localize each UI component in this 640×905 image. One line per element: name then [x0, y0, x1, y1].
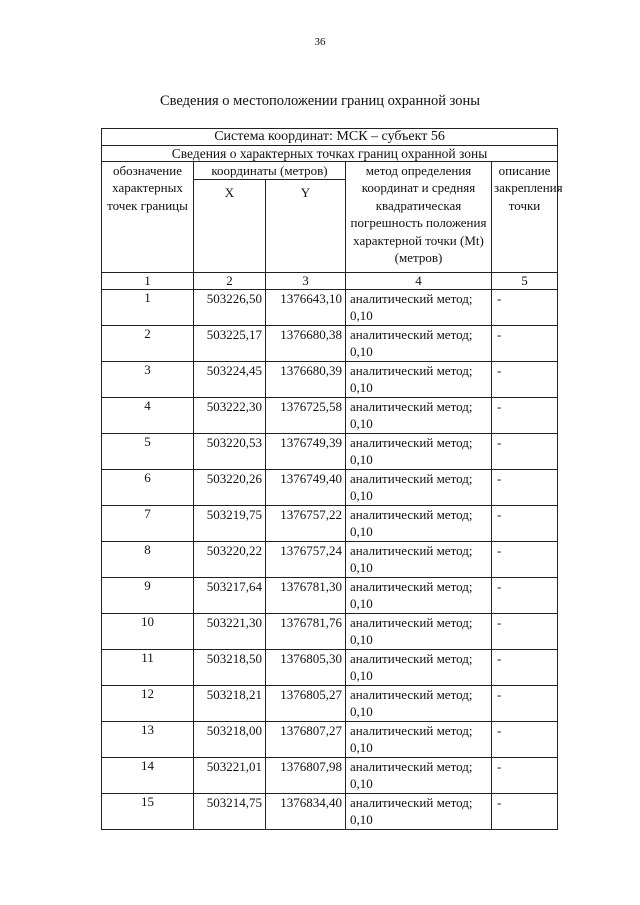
table-row — [102, 398, 558, 434]
table-row — [102, 758, 558, 794]
description-cell: - — [492, 578, 558, 614]
x-coordinate-cell: 503226,50 — [194, 290, 266, 326]
x-coordinate-cell: 503217,64 — [194, 578, 266, 614]
point-number-cell: 11 — [102, 650, 194, 686]
y-coordinate-cell: 1376725,58 — [266, 398, 346, 434]
coordinate-system-row — [102, 129, 558, 146]
x-coordinate-cell: 503225,17 — [194, 326, 266, 362]
y-coordinate-cell: 1376757,22 — [266, 506, 346, 542]
method-cell: аналитический метод; 0,10 — [346, 362, 492, 398]
method-cell: аналитический метод; 0,10 — [346, 578, 492, 614]
y-coordinate-cell: 1376807,27 — [266, 722, 346, 758]
y-coordinate-cell: 1376757,24 — [266, 542, 346, 578]
page-title: Сведения о местоположении границ охранной зоны — [159, 93, 480, 109]
header-y: Y — [266, 180, 346, 273]
method-cell: аналитический метод; 0,10 — [346, 290, 492, 326]
x-coordinate-cell: 503214,75 — [194, 794, 266, 830]
header-point-designation: обозначение характерных точек границы — [102, 162, 194, 273]
column-number: 3 — [266, 273, 346, 290]
column-numbers-row — [102, 273, 558, 290]
table-row — [102, 650, 558, 686]
description-cell: - — [492, 506, 558, 542]
y-coordinate-cell: 1376805,27 — [266, 686, 346, 722]
header-method: метод определения координат и средняя квадратическая погрешность положения характерной точки (Mt) (метров) — [346, 162, 492, 273]
description-cell: - — [492, 794, 558, 830]
table-row — [102, 434, 558, 470]
method-cell: аналитический метод; 0,10 — [346, 614, 492, 650]
method-cell: аналитический метод; 0,10 — [346, 758, 492, 794]
method-cell: аналитический метод; 0,10 — [346, 686, 492, 722]
description-cell: - — [492, 470, 558, 506]
y-coordinate-cell: 1376781,30 — [266, 578, 346, 614]
point-number-cell: 13 — [102, 722, 194, 758]
column-number: 4 — [346, 273, 492, 290]
table-caption-row — [102, 146, 558, 162]
x-coordinate-cell: 503221,30 — [194, 614, 266, 650]
y-coordinate-cell: 1376643,10 — [266, 290, 346, 326]
y-coordinate-cell: 1376834,40 — [266, 794, 346, 830]
table-row — [102, 542, 558, 578]
description-cell: - — [492, 614, 558, 650]
column-number: 1 — [102, 273, 194, 290]
point-number-cell: 15 — [102, 794, 194, 830]
point-number-cell: 12 — [102, 686, 194, 722]
point-number-cell: 2 — [102, 326, 194, 362]
point-number-cell: 10 — [102, 614, 194, 650]
y-coordinate-cell: 1376680,39 — [266, 362, 346, 398]
x-coordinate-cell: 503219,75 — [194, 506, 266, 542]
table-row — [102, 794, 558, 830]
description-cell: - — [492, 758, 558, 794]
table-row — [102, 686, 558, 722]
method-cell: аналитический метод; 0,10 — [346, 542, 492, 578]
x-coordinate-cell: 503220,22 — [194, 542, 266, 578]
x-coordinate-cell: 503224,45 — [194, 362, 266, 398]
x-coordinate-cell: 503218,50 — [194, 650, 266, 686]
header-x: X — [194, 180, 266, 273]
method-cell: аналитический метод; 0,10 — [346, 326, 492, 362]
description-cell: - — [492, 290, 558, 326]
column-number: 5 — [492, 273, 558, 290]
page-number: 36 — [314, 36, 326, 48]
column-number: 2 — [194, 273, 266, 290]
table-row — [102, 326, 558, 362]
x-coordinate-cell: 503218,21 — [194, 686, 266, 722]
header-row — [102, 162, 558, 180]
point-number-cell: 6 — [102, 470, 194, 506]
y-coordinate-cell: 1376749,39 — [266, 434, 346, 470]
table-row — [102, 506, 558, 542]
x-coordinate-cell: 503220,53 — [194, 434, 266, 470]
boundary-points-table — [101, 128, 563, 830]
point-number-cell: 3 — [102, 362, 194, 398]
description-cell: - — [492, 326, 558, 362]
point-number-cell: 14 — [102, 758, 194, 794]
method-cell: аналитический метод; 0,10 — [346, 722, 492, 758]
table-row — [102, 362, 558, 398]
description-cell: - — [492, 686, 558, 722]
point-number-cell: 5 — [102, 434, 194, 470]
header-coordinates: координаты (метров) — [194, 162, 346, 180]
description-cell: - — [492, 722, 558, 758]
y-coordinate-cell: 1376749,40 — [266, 470, 346, 506]
point-number-cell: 4 — [102, 398, 194, 434]
description-cell: - — [492, 362, 558, 398]
point-number-cell: 7 — [102, 506, 194, 542]
x-coordinate-cell: 503218,00 — [194, 722, 266, 758]
point-number-cell: 8 — [102, 542, 194, 578]
description-cell: - — [492, 650, 558, 686]
x-coordinate-cell: 503221,01 — [194, 758, 266, 794]
table-row — [102, 470, 558, 506]
method-cell: аналитический метод; 0,10 — [346, 794, 492, 830]
header-description: описание закрепления точки — [492, 162, 558, 273]
method-cell: аналитический метод; 0,10 — [346, 434, 492, 470]
table-row — [102, 614, 558, 650]
table-row — [102, 578, 558, 614]
y-coordinate-cell: 1376781,76 — [266, 614, 346, 650]
description-cell: - — [492, 542, 558, 578]
method-cell: аналитический метод; 0,10 — [346, 470, 492, 506]
table-caption-cell: Сведения о характерных точках границ охранной зоны — [102, 146, 558, 162]
method-cell: аналитический метод; 0,10 — [346, 506, 492, 542]
method-cell: аналитический метод; 0,10 — [346, 650, 492, 686]
description-cell: - — [492, 434, 558, 470]
table-row — [102, 722, 558, 758]
description-cell: - — [492, 398, 558, 434]
y-coordinate-cell: 1376807,98 — [266, 758, 346, 794]
x-coordinate-cell: 503220,26 — [194, 470, 266, 506]
y-coordinate-cell: 1376680,38 — [266, 326, 346, 362]
point-number-cell: 1 — [102, 290, 194, 326]
y-coordinate-cell: 1376805,30 — [266, 650, 346, 686]
method-cell: аналитический метод; 0,10 — [346, 398, 492, 434]
table-row — [102, 290, 558, 326]
coordinate-system-cell: Система координат: МСК – субъект 56 — [102, 129, 558, 146]
point-number-cell: 9 — [102, 578, 194, 614]
x-coordinate-cell: 503222,30 — [194, 398, 266, 434]
